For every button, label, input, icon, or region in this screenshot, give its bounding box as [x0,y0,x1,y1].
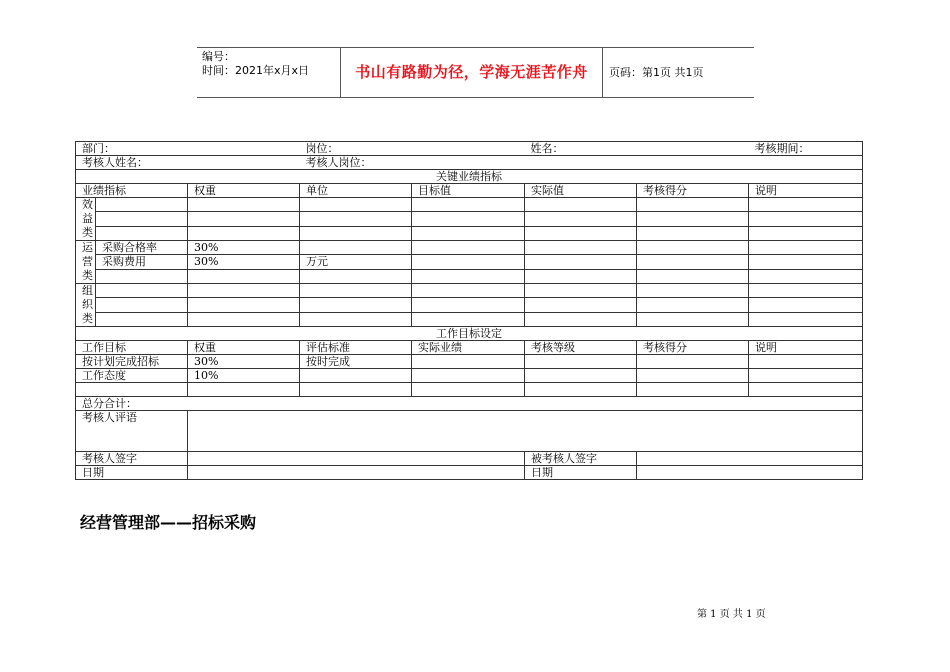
assessor-comment-field[interactable] [188,411,863,452]
table-cell[interactable] [188,383,300,397]
table-cell[interactable] [300,226,412,240]
goal-standard-cell: 按时完成 [300,355,412,369]
goal-name-cell: 按计划完成招标 [76,355,188,369]
signature-row [76,452,863,466]
table-cell[interactable] [412,226,525,240]
table-cell[interactable] [525,198,637,212]
assessor-position-field[interactable]: 考核人岗位： [300,156,863,170]
table-cell[interactable] [300,284,412,298]
page-footer: 第 1 页 共 1 页 [697,609,766,620]
assessor-comment-label: 考核人评语 [76,411,188,452]
table-cell[interactable] [637,355,749,369]
table-cell[interactable] [300,269,412,283]
table-cell[interactable] [300,212,412,226]
kpi-unit-cell [300,241,412,255]
table-cell[interactable] [749,355,863,369]
assessor-sign-label: 考核人签字 [76,452,188,466]
assessee-sign-label: 被考核人签字 [525,452,637,466]
table-cell[interactable] [412,383,525,397]
table-cell[interactable] [637,241,749,255]
table-cell[interactable] [637,383,749,397]
kpi-header-note: 说明 [749,184,863,198]
number-label: 编号： [202,50,235,63]
total-row [76,397,863,411]
goal-header-weight: 权重 [188,341,300,355]
comment-row [76,411,863,452]
table-cell[interactable] [525,255,637,269]
goal-header-score: 考核得分 [637,341,749,355]
header-meta [202,50,338,78]
table-cell[interactable] [412,269,525,283]
table-cell[interactable] [749,369,863,383]
date-row [76,466,863,480]
table-cell[interactable] [188,284,300,298]
table-cell[interactable] [637,284,749,298]
table-cell[interactable] [300,198,412,212]
table-cell[interactable] [525,383,637,397]
group-label-operation: 运营类 [76,241,96,284]
date-label: 时间：2021年x月x日 [202,64,310,77]
header-motto: 书山有路勤为径，学海无涯苦作舟 [355,63,588,81]
kpi-header-actual: 实际值 [525,184,637,198]
goal-header-grade: 考核等级 [525,341,637,355]
header-divider [602,48,603,97]
assessor-sign-field[interactable] [188,452,525,466]
table-cell[interactable] [637,255,749,269]
table-cell[interactable] [749,241,863,255]
kpi-name-cell: 采购费用 [96,255,188,269]
kpi-weight-cell: 30% [188,241,300,255]
assessor-date-field[interactable] [188,466,525,480]
table-cell[interactable] [412,355,525,369]
assessee-date-field[interactable] [637,466,863,480]
kpi-header-unit: 单位 [300,184,412,198]
table-cell[interactable] [637,369,749,383]
goal-standard-cell [300,369,412,383]
table-cell[interactable] [96,226,188,240]
table-row [76,369,863,383]
dept-field[interactable]: 部门： [76,142,300,156]
table-cell[interactable] [300,298,412,312]
table-cell[interactable] [749,212,863,226]
kpi-header-weight: 权重 [188,184,300,198]
goal-header-standard: 评估标准 [300,341,412,355]
table-cell[interactable] [412,241,525,255]
table-cell[interactable] [749,255,863,269]
kpi-header-score: 考核得分 [637,184,749,198]
table-cell[interactable] [525,269,637,283]
assessment-form [75,141,863,480]
assessee-sign-field[interactable] [637,452,863,466]
table-cell[interactable] [749,298,863,312]
table-cell[interactable] [96,198,188,212]
document-header [197,47,754,98]
goal-header-goal: 工作目标 [76,341,188,355]
table-cell[interactable] [749,383,863,397]
table-row [76,198,863,212]
goal-header-row [76,341,863,355]
form-row-basic-info [76,142,863,156]
kpi-section-title: 关键业绩指标 [76,170,863,184]
table-cell[interactable] [96,269,188,283]
table-cell[interactable] [525,312,637,326]
table-cell[interactable] [412,212,525,226]
table-cell[interactable] [637,298,749,312]
kpi-name-cell: 采购合格率 [96,241,188,255]
table-cell[interactable] [96,298,188,312]
table-cell[interactable] [749,312,863,326]
assessee-date-label: 日期 [525,466,637,480]
table-row [76,255,863,269]
table-cell[interactable] [749,284,863,298]
table-cell[interactable] [412,198,525,212]
table-cell[interactable] [412,312,525,326]
name-field[interactable]: 姓名： [525,142,749,156]
table-row [76,269,863,283]
table-cell[interactable] [188,312,300,326]
period-field[interactable]: 考核期间： [749,142,863,156]
table-row [76,383,863,397]
table-cell[interactable] [525,284,637,298]
table-cell[interactable] [188,269,300,283]
section-title: 经营管理部——招标采购 [80,513,257,532]
table-row [76,284,863,298]
table-cell[interactable] [525,241,637,255]
table-cell[interactable] [525,226,637,240]
form-row-assessor [76,156,863,170]
table-cell[interactable] [637,312,749,326]
goal-section-title: 工作目标设定 [76,327,863,341]
table-cell[interactable] [188,198,300,212]
kpi-section-title-row [76,170,863,184]
table-cell[interactable] [76,383,188,397]
assessor-date-label: 日期 [76,466,188,480]
table-cell[interactable] [96,312,188,326]
goal-weight-cell: 10% [188,369,300,383]
table-cell[interactable] [525,369,637,383]
table-row [76,298,863,312]
table-row [76,212,863,226]
kpi-header-row [76,184,863,198]
table-cell[interactable] [525,355,637,369]
table-cell[interactable] [188,226,300,240]
table-cell[interactable] [96,284,188,298]
goal-header-actual: 实际业绩 [412,341,525,355]
table-cell[interactable] [637,269,749,283]
goal-name-cell: 工作态度 [76,369,188,383]
goal-section-title-row [76,327,863,341]
table-row [76,241,863,255]
table-cell[interactable] [300,312,412,326]
table-cell[interactable] [412,255,525,269]
table-cell[interactable] [188,298,300,312]
goal-weight-cell: 30% [188,355,300,369]
table-cell[interactable] [637,212,749,226]
table-cell[interactable] [637,226,749,240]
header-page-label: 页码：第1页 共1页 [609,66,704,79]
kpi-header-target: 目标值 [412,184,525,198]
kpi-header-indicator: 业绩指标 [76,184,188,198]
kpi-unit-cell: 万元 [300,255,412,269]
goal-header-note: 说明 [749,341,863,355]
table-row [76,226,863,240]
table-cell[interactable] [412,298,525,312]
table-cell[interactable] [749,269,863,283]
table-row [76,355,863,369]
table-cell[interactable] [412,369,525,383]
position-field[interactable]: 岗位： [300,142,525,156]
table-cell[interactable] [525,298,637,312]
group-label-benefit: 效益类 [76,198,96,241]
total-score-label: 总分合计： [76,397,863,411]
group-label-org: 组织类 [76,284,96,327]
table-cell[interactable] [525,212,637,226]
table-cell[interactable] [300,383,412,397]
assessor-name-field[interactable]: 考核人姓名： [76,156,300,170]
table-cell[interactable] [96,212,188,226]
table-cell[interactable] [188,212,300,226]
kpi-weight-cell: 30% [188,255,300,269]
table-cell[interactable] [412,284,525,298]
table-cell[interactable] [749,226,863,240]
table-cell[interactable] [637,198,749,212]
table-row [76,312,863,326]
table-cell[interactable] [749,198,863,212]
